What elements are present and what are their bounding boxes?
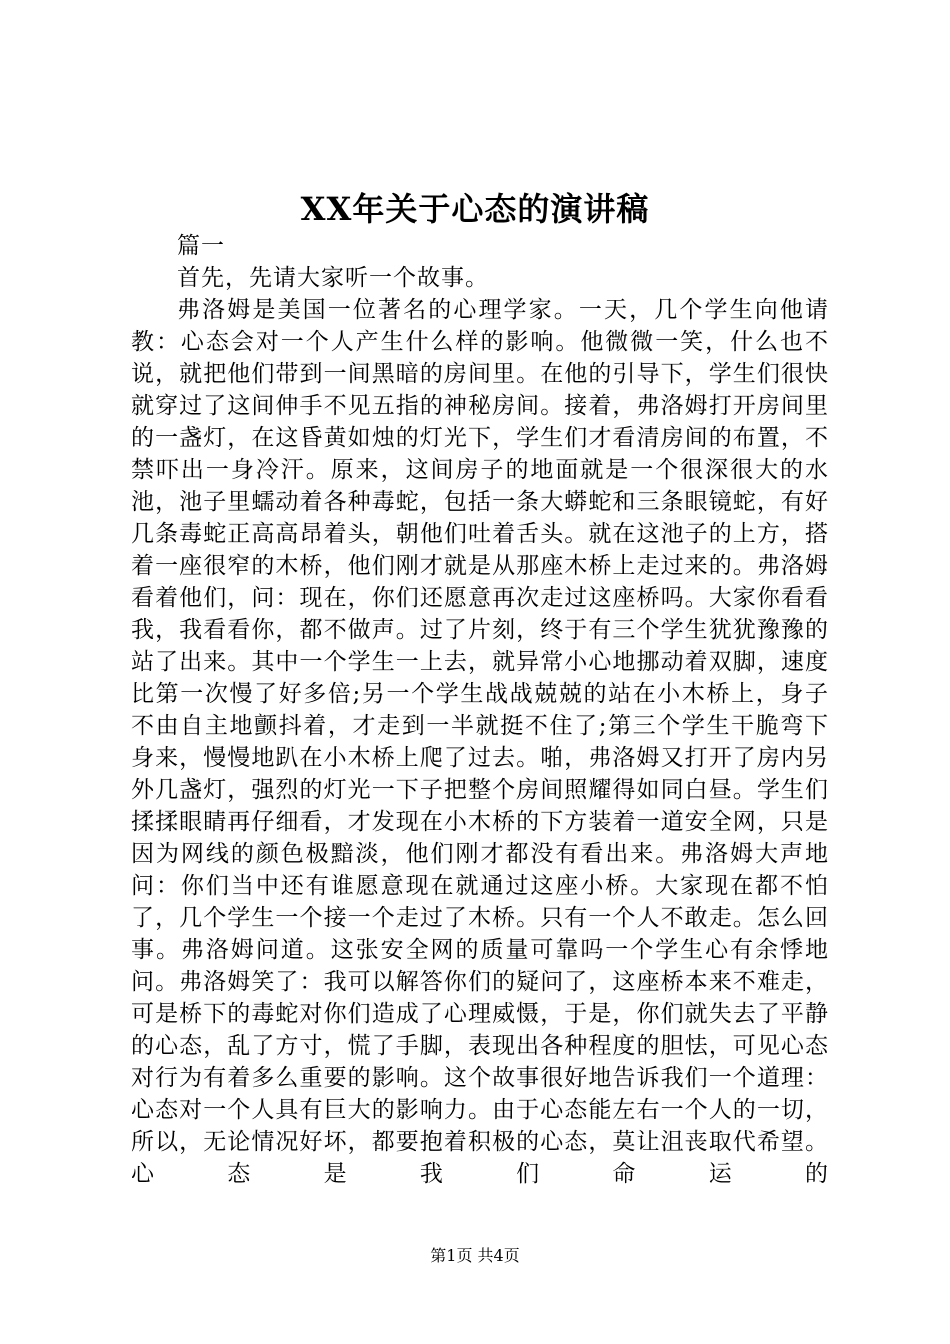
page-title: XX年关于心态的演讲稿 (300, 190, 650, 228)
paragraph-story: 弗洛姆是美国一位著名的心理学家。一天，几个学生向他请教：心态会对一个人产生什么样的影响。他微微一笑，什么也不说，就把他们带到一间黑暗的房间里。在他的引导下，学生们很快就穿过了这间伸手不见五指的神秘房间。接着，弗洛姆打开房间里的一盏灯，在这昏黄如烛的灯光下，学生们才看清房间的布置，不禁吓出一身冷汗。原来，这间房子的地面就是一个很深很大的水池，池子里蠕动着各种毒蛇，包括一条大蟒蛇和三条眼镜蛇，有好几条毒蛇正高高昂着头，朝他们吐着舌头。就在这池子的上方，搭着一座很窄的木桥，他们刚才就是从那座木桥上走过来的。弗洛姆看着他们，问：现在，你们还愿意再次走过这座桥吗。大家你看看我，我看看你，都不做声。过了片刻，终于有三个学生犹犹豫豫的站了出来。其中一个学生一上去，就异常小心地挪动着双脚，速度比第一次慢了好多倍;另一个学生战战兢兢的站在小木桥上，身子不由自主地颤抖着，才走到一半就挺不住了;第三个学生干脆弯下身来，慢慢地趴在小木桥上爬了过去。啪，弗洛姆又打开了房内另外几盏灯，强烈的灯光一下子把整个房间照耀得如同白昼。学生们揉揉眼睛再仔细看，才发现在小木桥的下方装着一道安全网，只是因为网线的颜色极黯淡，他们刚才都没有看出来。弗洛姆大声地问：你们当中还有谁愿意现在就通过这座小桥。大家现在都不怕了，几个学生一个接一个走过了木桥。只有一个人不敢走。怎么回事。弗洛姆问道。这张安全网的质量可靠吗一个学生心有余悸地问。弗洛姆笑了：我可以解答你们的疑问了，这座桥本来不难走，可是桥下的毒蛇对你们造成了心理威慑，于是，你们就失去了平静的心态，乱了方寸，慌了手脚，表现出各种程度的胆怯，可见心态对行为有着多么重要的影响。这个故事很好地告诉我们一个道理：心态对一个人具有巨大的影响力。由于心态能左右一个人的一切，所以，无论情况好坏，都要抱着积极的心态，莫让沮丧取代希望。心态是我们命运的 (131, 297, 829, 1187)
document-body (131, 230, 829, 1190)
page-number-footer: 第1页 共4页 (430, 1246, 520, 1265)
paragraph-section-heading: 篇一 (177, 233, 225, 259)
paragraph-intro: 首先，先请大家听一个故事。 (177, 265, 489, 291)
